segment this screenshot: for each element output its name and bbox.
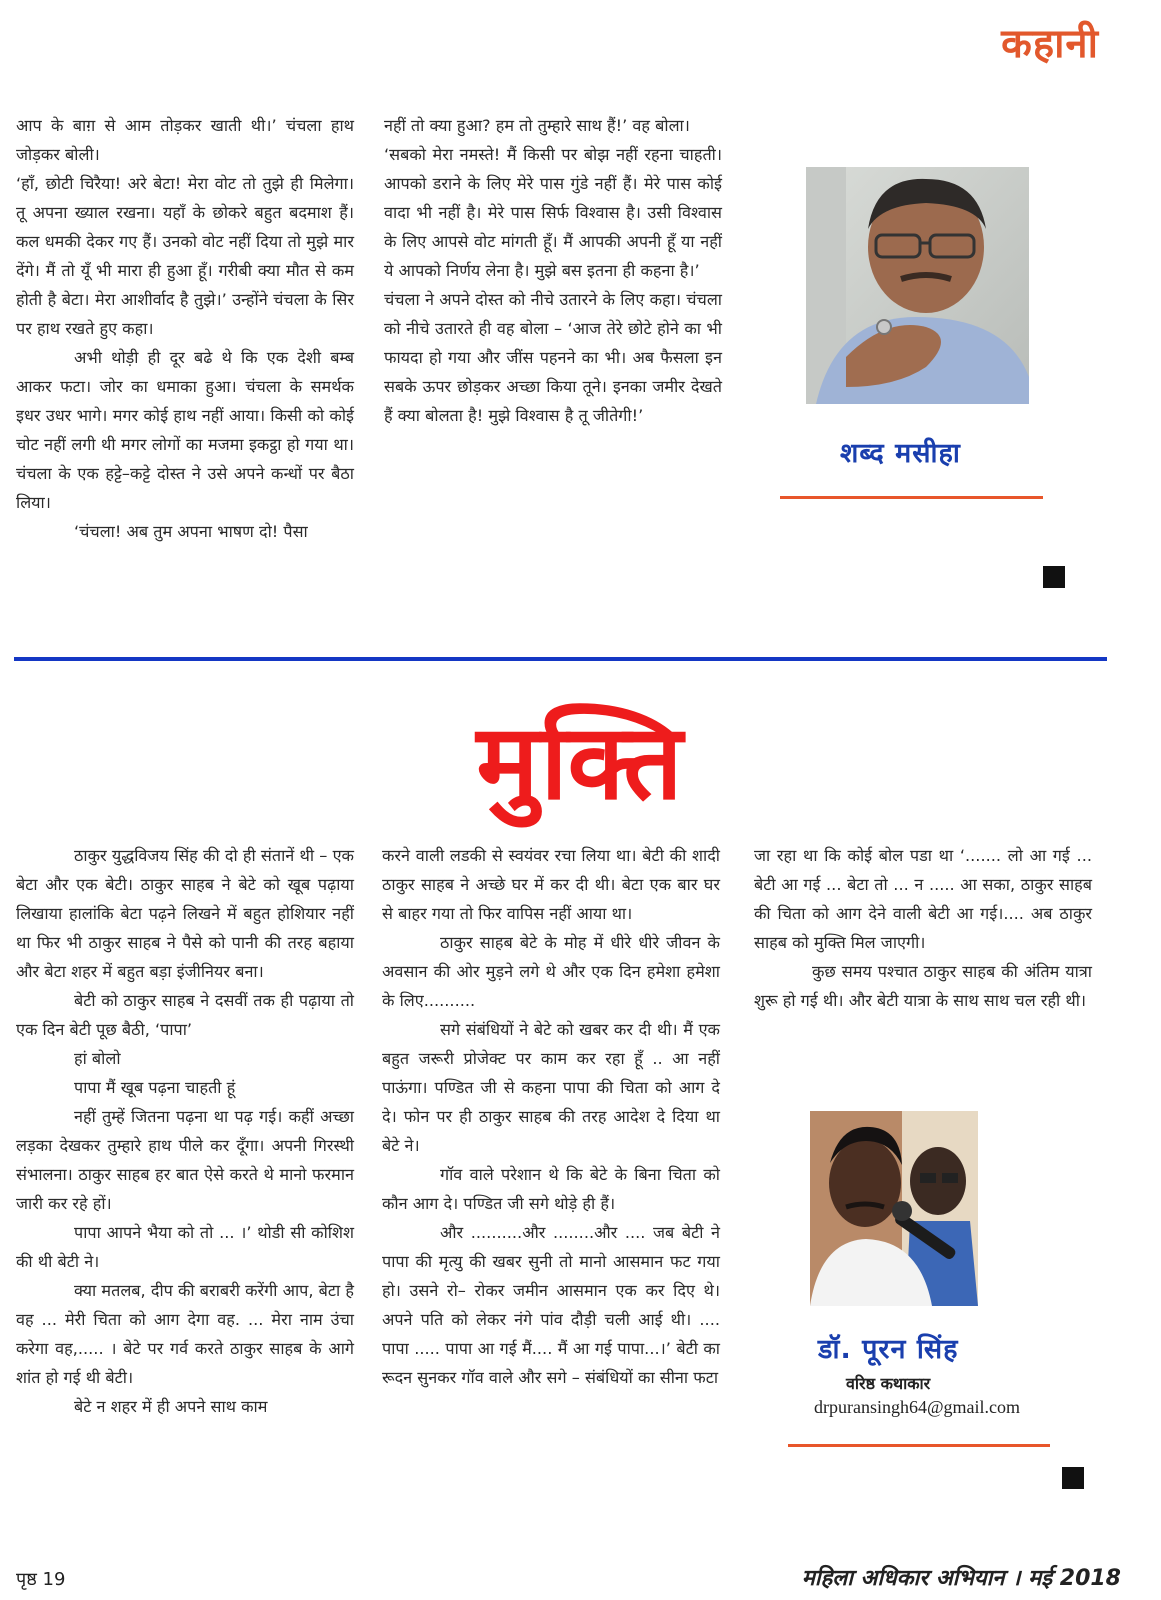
divider-top-author xyxy=(780,496,1043,499)
end-mark-main xyxy=(1062,1467,1084,1489)
page-number: पृष्ठ 19 xyxy=(16,1569,66,1590)
paragraph: ‘चंचला! अब तुम अपना भाषण दो! पैसा xyxy=(74,522,308,541)
top-story-column-2 xyxy=(384,111,722,430)
top-story-column-1 xyxy=(16,111,354,546)
paragraph: ठाकुर साहब बेटे के मोह में धीरे धीरे जीवन के अवसान की ओर मुड़ने लगे थे और एक दिन हमेशा हमेशा के लिए.......... xyxy=(382,933,720,1010)
author-email[interactable]: drpuransingh64@gmail.com xyxy=(814,1397,1021,1417)
paragraph: ठाकुर युद्धविजय सिंह की दो ही संतानें थी – एक बेटा और एक बेटी। ठाकुर साहब ने बेटे को खूब पढ़ाया लिखाया हालांकि बेटा पढ़ने लिखने में बहुत होशियार नहीं था फिर भी ठाकुर साहब ने पैसे को पानी की तरह बहाया और बेटा शहर में बहुत बड़ा इंजीनियर बना। xyxy=(16,846,354,981)
paragraph: आप के बाग़ से आम तोड़कर खाती थी।’ चंचला हाथ जोड़कर बोली। xyxy=(16,116,354,164)
author-photo-top xyxy=(806,167,1029,404)
section-divider xyxy=(14,657,1107,661)
paragraph: गॉव वाले परेशान थे कि बेटे के बिना चिता को कौन आग दे। पण्डित जी सगे थोड़े ही हैं। xyxy=(382,1165,720,1213)
paragraph: क्या मतलब, दीप की बराबरी करेंगी आप, बेटा है वह ... मेरी चिता को आग देगा वह. ... मेरा नाम उंचा करेगा वह,..... । बेटे पर गर्व करते ठाकुर साहब के आगे शांत हो गई थी बेटी। xyxy=(16,1281,354,1387)
paragraph: बेटे न शहर में ही अपने साथ काम xyxy=(74,1397,268,1416)
magazine-footer: महिला अधिकार अभियान । मई 2018 xyxy=(801,1566,1121,1591)
paragraph: पापा आपने भैया को तो ... ।’ थोडी सी कोशिश की थी बेटी ने। xyxy=(16,1223,354,1271)
author-name-main: डॉ. पूरन सिंह xyxy=(818,1334,959,1365)
paragraph: हां बोलो xyxy=(74,1049,121,1068)
divider-main-author xyxy=(788,1444,1050,1447)
portrait-image xyxy=(806,167,1029,404)
main-story-column-2 xyxy=(382,841,720,1392)
story-title: मुक्ति xyxy=(476,701,685,823)
portrait-image xyxy=(810,1111,978,1306)
main-story-column-3 xyxy=(754,841,1092,1015)
end-mark-top xyxy=(1043,566,1065,588)
paragraph: बेटी को ठाकुर साहब ने दसवीं तक ही पढ़ाया तो एक दिन बेटी पूछ बैठी, ‘पापा’ xyxy=(16,991,354,1039)
author-photo-main xyxy=(810,1111,978,1306)
paragraph: ‘हाँ, छोटी चिरैया! अरे बेटा! मेरा वोट तो तुझे ही मिलेगा। तू अपना ख्याल रखना। यहाँ के छोकरे बहुत बदमाश हैं। कल धमकी देकर गए हैं। उनको वोट नहीं दिया तो मुझे मार देंगे। मैं तो यूँ भी मारा ही हुआ हूँ। गरीबी क्या मौत से कम होती है बेटा। मेरा आशीर्वाद है तुझे।’ उन्होंने चंचला के सिर पर हाथ रखते हुए कहा। xyxy=(16,174,354,338)
paragraph: पापा मैं खूब पढ़ना चाहती हूं xyxy=(74,1078,236,1097)
section-label: कहानी xyxy=(1001,21,1099,67)
paragraph: अभी थोड़ी ही दूर बढे थे कि एक देशी बम्ब आकर फटा। जोर का धमाका हुआ। चंचला के समर्थक इधर उधर भागे। मगर कोई हाथ नहीं आया। किसी को कोई चोट नहीं लगी थी मगर लोगों का मजमा इकट्ठा हो गया था। चंचला के एक हट्टे–कट्टे दोस्त ने उसे अपने कन्धों पर बैठा लिया। xyxy=(16,348,354,512)
paragraph: करने वाली लडकी से स्वयंवर रचा लिया था। बेटी की शादी ठाकुर साहब ने अच्छे घर में कर दी थी। बेटा एक बार घर से बाहर गया तो फिर वापिस नहीं आया था। xyxy=(382,846,720,923)
paragraph: नहीं तो क्या हुआ? हम तो तुम्हारे साथ हैं!’ वह बोला। xyxy=(384,116,690,135)
paragraph: नहीं तुम्हें जितना पढ़ना था पढ़ गई। कहीं अच्छा लड़का देखकर तुम्हारे हाथ पीले कर दूँगा। अपनी गिरस्थी संभालना। ठाकुर साहब हर बात ऐसे करते थे मानो फरमान जारी कर रहे हों। xyxy=(16,1107,354,1213)
paragraph: चंचला ने अपने दोस्त को नीचे उतारने के लिए कहा। चंचला को नीचे उतारते ही वह बोला – ‘आज तेरे छोटे होने का भी फायदा हो गया और जींस पहनने का भी। अब फैसला इन सबके ऊपर छोड़कर अच्छा किया तूने। इनका जमीर देखते हैं क्या बोलता है! मुझे विश्वास है तू जीतेगी!’ xyxy=(384,290,722,425)
paragraph: ‘सबको मेरा नमस्ते! मैं किसी पर बोझ नहीं रहना चाहती। आपको डराने के लिए मेरे पास गुंडे नहीं हैं। मेरे पास कोई वादा भी नहीं है। मेरे पास सिर्फ विश्वास है। उसी विश्वास के लिए आपसे वोट मांगती हूँ। मैं आपकी अपनी हूँ या नहीं ये आपको निर्णय लेना है। मुझे बस इतना ही कहना है।’ xyxy=(384,145,722,280)
author-name-top: शब्द मसीहा xyxy=(840,438,961,469)
paragraph: सगे संबंधियों ने बेटे को खबर कर दी थी। मैं एक बहुत जरूरी प्रोजेक्ट पर काम कर रहा हूँ .. आ नहीं पाऊंगा। पण्डित जी से कहना पापा की चिता को आग दे दे। फोन पर ही ठाकुर साहब की तरह आदेश दे दिया था बेटे ने। xyxy=(382,1020,720,1155)
paragraph: जा रहा था कि कोई बोल पडा था ‘....... लो आ गई ... बेटी आ गई ... बेटा तो ... न ..... आ सका, ठाकुर साहब की चिता को आग देने वाली बेटी आ गई।.... अब ठाकुर साहब को मुक्ति मिल जाएगी। xyxy=(754,846,1092,952)
main-story-column-1 xyxy=(16,841,354,1421)
paragraph: कुछ समय पश्चात ठाकुर साहब की अंतिम यात्रा शुरू हो गई थी। और बेटी यात्रा के साथ साथ चल रही थी। xyxy=(754,962,1092,1010)
author-role: वरिष्ठ कथाकार xyxy=(846,1374,931,1393)
paragraph: और ..........और ........और .... जब बेटी ने पापा की मृत्यु की खबर सुनी तो मानो आसमान फट गया हो। उसने रो– रोकर जमीन आसमान एक कर दिए थे। अपने पति को लेकर नंगे पांव दौड़ी चली आई थी। .... पापा ..... पापा आ गई मैं.... मैं आ गई पापा...।’ बेटी का रूदन सुनकर गॉव वाले और सगे – संबंधियों का सीना फटा xyxy=(382,1223,720,1387)
